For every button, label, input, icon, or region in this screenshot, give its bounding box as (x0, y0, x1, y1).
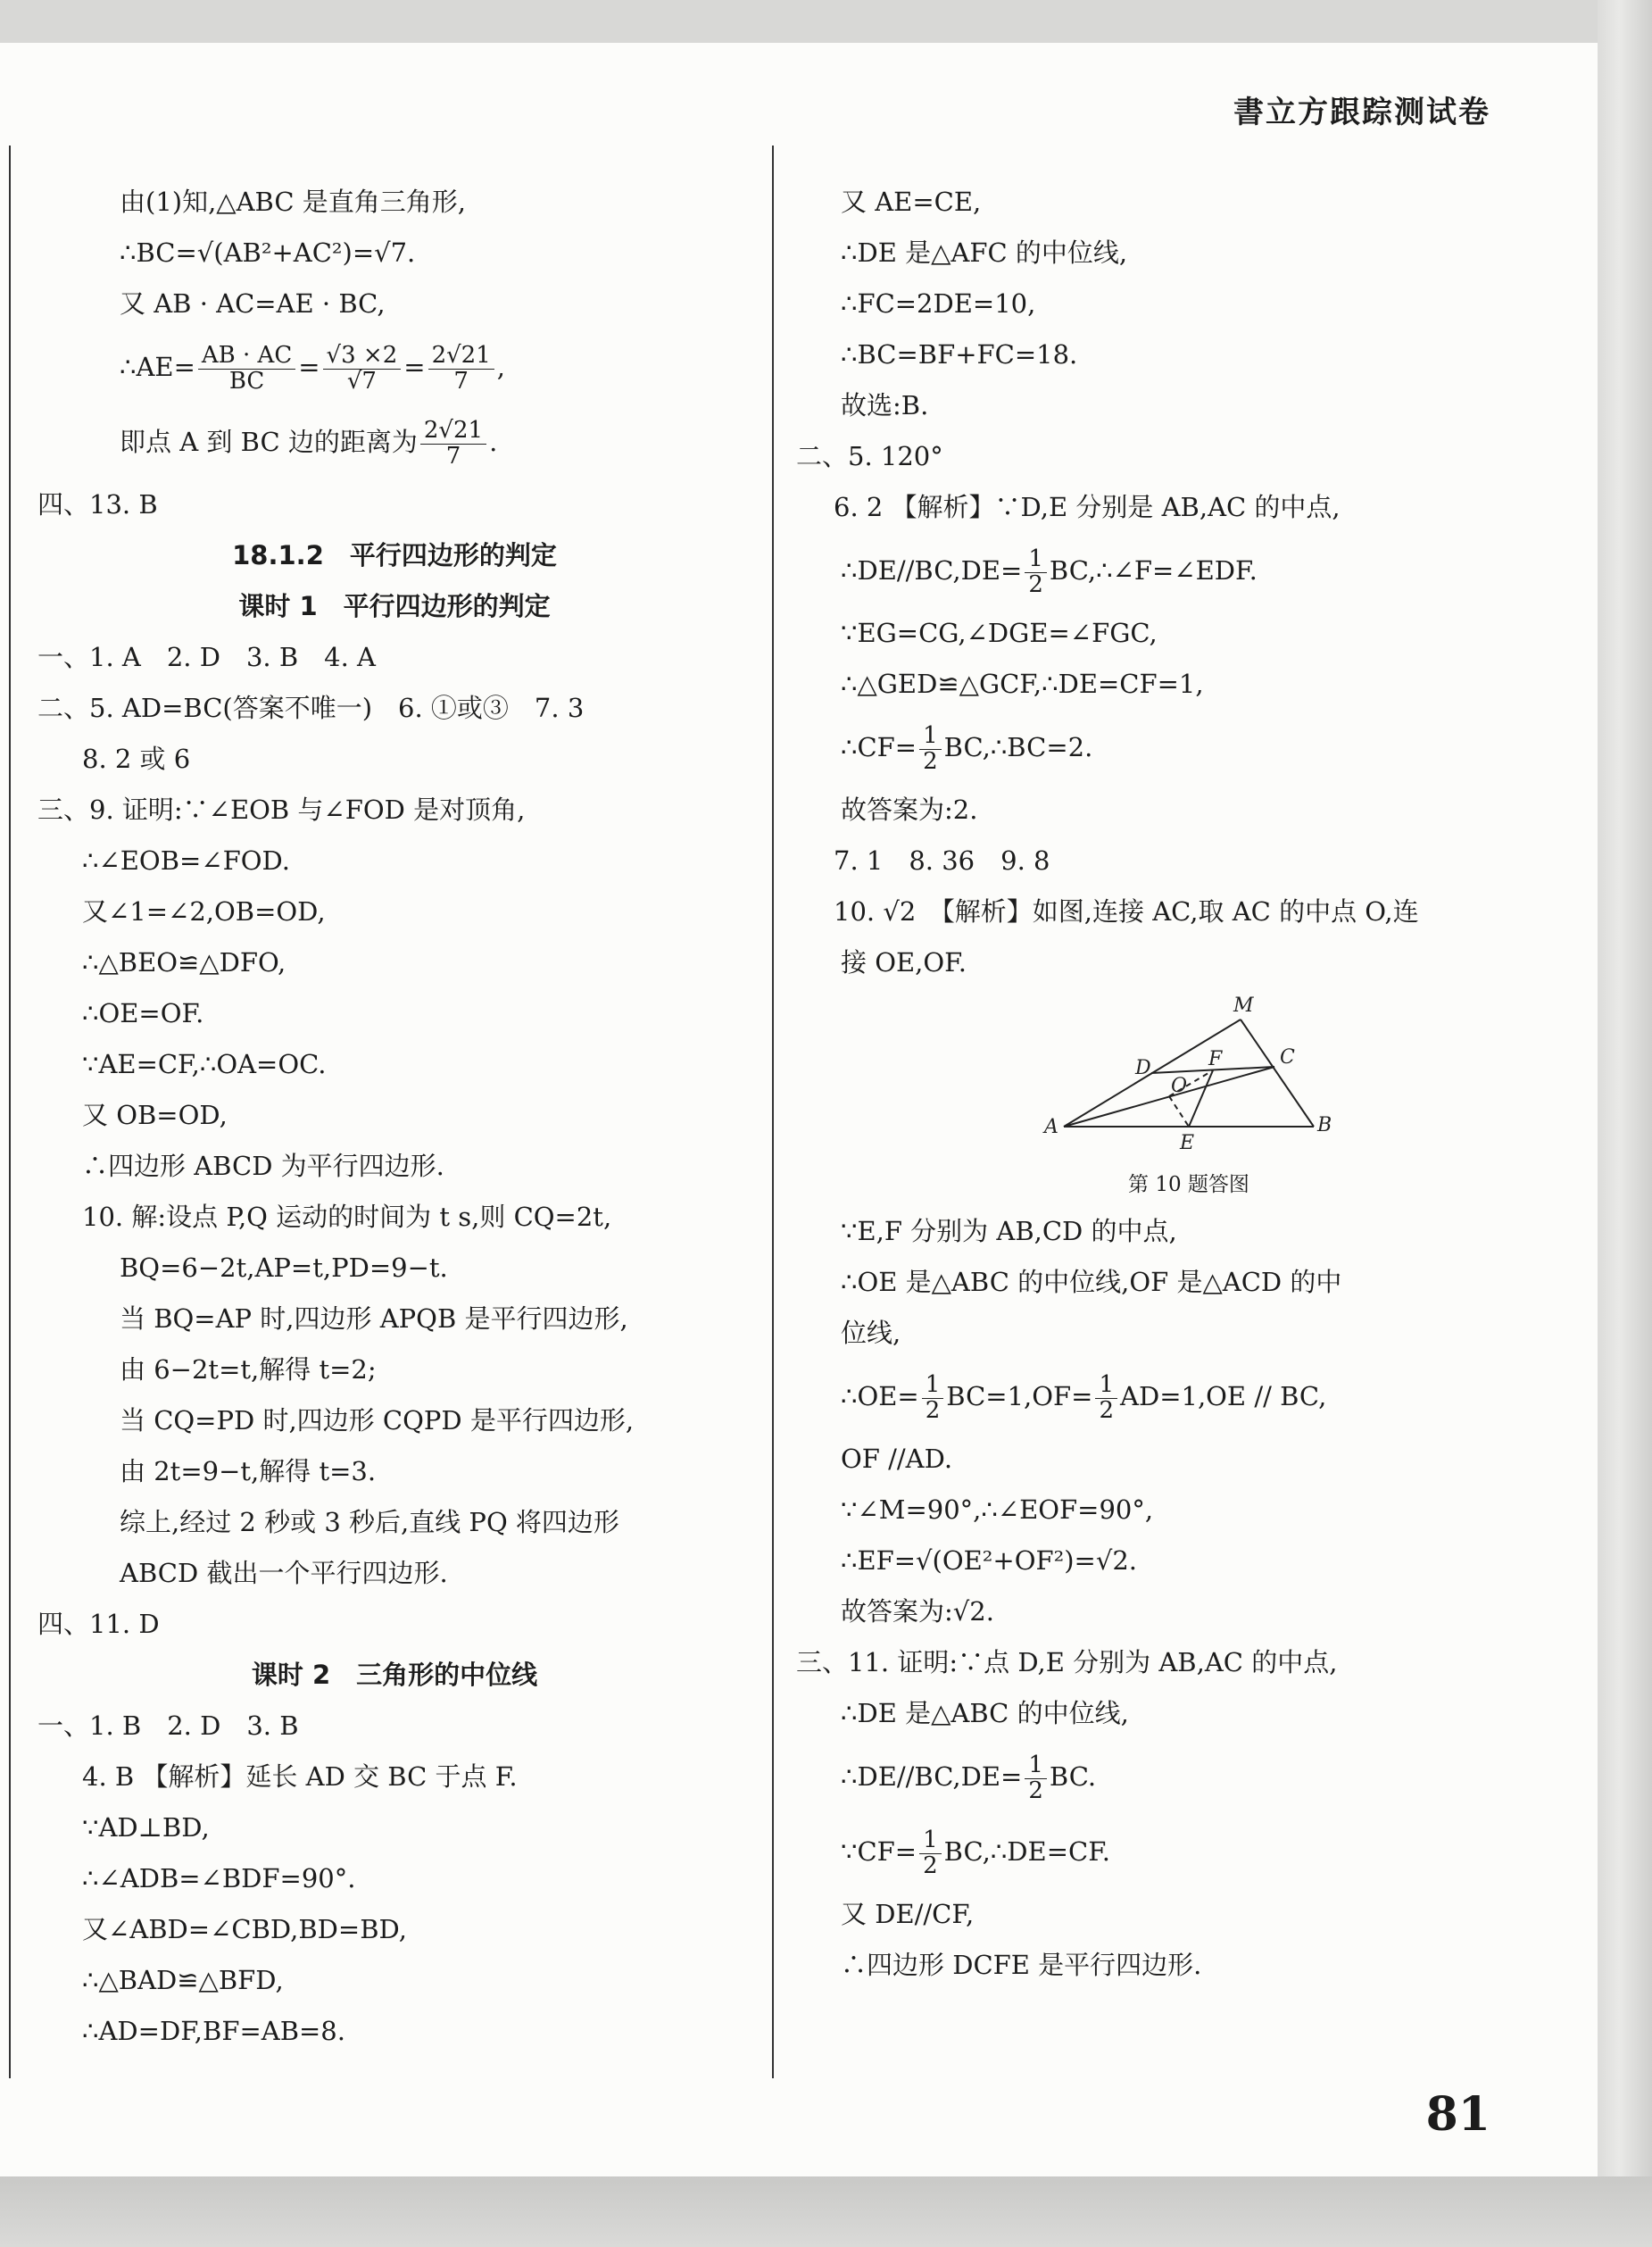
formula-line (796, 1814, 1581, 1889)
formula-text: . (489, 427, 498, 457)
text-line: 一、1. A 2. D 3. B 4. A (37, 642, 376, 672)
text-line: 又∠ABD=∠CBD,BD=BD, (82, 1914, 407, 1944)
formula-text: AD=1,OE // BC, (1120, 1381, 1327, 1411)
text-line: ABCD 截出一个平行四边形. (120, 1558, 448, 1588)
text-line: 7. 1 8. 36 9. 8 (834, 845, 1050, 876)
fraction (919, 724, 942, 774)
page-number: 81 (1425, 2087, 1490, 2142)
page-header-title: 書立方跟踪测试卷 (1233, 95, 1490, 130)
answer-page (0, 43, 1598, 2176)
text-line: ∵AD⊥BD, (82, 1812, 210, 1843)
formula-line (796, 533, 1581, 608)
numerator: 2√21 (420, 419, 486, 444)
formula-text: 即点 A 到 BC 边的距离为 (120, 427, 418, 457)
text-line: 四、13. B (37, 489, 158, 520)
text-line: ∴∠EOB=∠FOD. (82, 845, 290, 876)
label-A: A (1044, 1116, 1058, 1138)
formula-text: ∴AE= (120, 352, 195, 382)
text-line: 位线, (841, 1318, 901, 1348)
text-line: 又 OB=OD, (82, 1100, 228, 1130)
segment-OE (1169, 1096, 1189, 1127)
formula-text: BC=1,OF= (946, 1381, 1093, 1411)
text-line: 由 6−2t=t,解得 t=2; (120, 1354, 377, 1385)
formula-line (796, 1359, 1581, 1434)
formula-text: , (496, 352, 505, 382)
text-line: 故答案为:√2. (841, 1596, 994, 1627)
label-C: C (1280, 1046, 1295, 1069)
denominator: BC (228, 367, 265, 395)
text-line: ∴DE 是△ABC 的中位线, (841, 1698, 1129, 1728)
section-heading: 课时 2 三角形的中位线 (251, 1660, 538, 1690)
text-line: ∴DE 是△AFC 的中位线, (841, 237, 1128, 268)
text-line: 三、9. 证明:∵∠EOB 与∠FOD 是对顶角, (37, 795, 526, 825)
formula-text: = (298, 352, 320, 382)
fraction (420, 419, 486, 469)
text-line: 10. 解:设点 P,Q 运动的时间为 t s,则 CQ=2t, (82, 1202, 612, 1232)
numerator: 2√21 (428, 344, 494, 369)
numerator: 1 (922, 1373, 944, 1398)
denominator: 2 (923, 747, 938, 775)
denominator: √7 (346, 367, 377, 395)
formula-text: ∴CF= (841, 732, 917, 762)
text-line: 三、11. 证明:∵点 D,E 分别为 AB,AC 的中点, (796, 1647, 1338, 1677)
segment-EF (1189, 1070, 1213, 1127)
formula-line (37, 329, 751, 404)
figure (796, 988, 1581, 1197)
fraction (1095, 1373, 1117, 1423)
numerator: 1 (1025, 1753, 1047, 1778)
fraction (428, 344, 494, 394)
label-F: F (1208, 1048, 1223, 1070)
text-line: 接 OE,OF. (841, 947, 967, 978)
text-line: ∴∠ADB=∠BDF=90°. (82, 1863, 356, 1893)
column-divider (772, 146, 774, 2078)
left-margin-rule (9, 146, 11, 2078)
text-line: ∴OE=OF. (82, 998, 204, 1028)
text-line: ∴△BEO≌△DFO, (82, 947, 286, 978)
formula-line (796, 710, 1581, 785)
text-line: ∴FC=2DE=10, (841, 288, 1036, 319)
fraction (1025, 547, 1047, 597)
denominator: 2 (1099, 1396, 1114, 1424)
text-line: ∴四边形 ABCD 为平行四边形. (82, 1151, 444, 1181)
text-line: ∴△GED≌△GCF,∴DE=CF=1, (841, 669, 1204, 699)
text-line: ∵EG=CG,∠DGE=∠FGC, (841, 618, 1158, 648)
numerator: 1 (919, 724, 942, 749)
fraction (922, 1373, 944, 1423)
text-line: 4. B 【解析】延长 AD 交 BC 于点 F. (82, 1761, 518, 1792)
numerator: 1 (1025, 547, 1047, 572)
formula-text: BC,∴BC=2. (943, 732, 1093, 762)
figure-caption: 第 10 题答图 (1128, 1173, 1249, 1196)
numerator: √3 ×2 (323, 344, 402, 369)
label-M: M (1233, 995, 1254, 1017)
text-line: ∴EF=√(OE²+OF²)=√2. (841, 1545, 1137, 1576)
text-line: 四、11. D (37, 1609, 160, 1639)
denominator: 2 (923, 1852, 938, 1879)
text-line: 又∠1=∠2,OB=OD, (82, 896, 326, 927)
text-line: 8. 2 或 6 (82, 744, 191, 774)
fraction (198, 344, 295, 394)
text-line: 综上,经过 2 秒或 3 秒后,直线 PQ 将四边形 (120, 1507, 619, 1537)
text-line: 又 AE=CE, (841, 187, 982, 217)
left-column (37, 177, 751, 2057)
section-heading: 18.1.2 平行四边形的判定 (232, 540, 557, 570)
formula-text: ∴OE= (841, 1381, 919, 1411)
text-line: ∴OE 是△ABC 的中位线,OF 是△ACD 的中 (841, 1267, 1342, 1297)
numerator: AB · AC (198, 344, 295, 369)
label-E: E (1180, 1132, 1195, 1154)
section-heading: 课时 1 平行四边形的判定 (238, 591, 551, 621)
denominator: 2 (925, 1396, 941, 1424)
formula-text: ∴DE//BC,DE= (841, 555, 1023, 586)
text-line: 当 BQ=AP 时,四边形 APQB 是平行四边形, (120, 1303, 628, 1334)
text-line: 又 AB · AC=AE · BC, (120, 288, 386, 319)
formula-text: ∵CF= (841, 1836, 917, 1867)
label-B: B (1317, 1114, 1332, 1136)
formula-line (37, 404, 751, 479)
numerator: 1 (919, 1828, 942, 1853)
text-line: 由 2t=9−t,解得 t=3. (120, 1456, 377, 1486)
text-line: 一、1. B 2. D 3. B (37, 1710, 299, 1741)
scan-edge-right (1598, 0, 1652, 2247)
text-line: ∴△BAD≌△BFD, (82, 1965, 284, 1995)
text-line: ∴AD=DF,BF=AB=8. (82, 2016, 345, 2046)
text-line: BQ=6−2t,AP=t,PD=9−t. (120, 1252, 448, 1283)
text-line: ∴四边形 DCFE 是平行四边形. (841, 1950, 1202, 1980)
numerator: 1 (1095, 1373, 1117, 1398)
text-line: 当 CQ=PD 时,四边形 CQPD 是平行四边形, (120, 1405, 635, 1436)
formula-text: = (403, 352, 426, 382)
denominator: 2 (1028, 570, 1043, 598)
text-line: 由(1)知,△ABC 是直角三角形, (120, 187, 467, 217)
fraction (919, 1828, 942, 1878)
text-line: OF //AD. (841, 1444, 953, 1474)
denominator: 7 (445, 442, 461, 470)
formula-text: BC. (1049, 1761, 1097, 1792)
formula-text: BC,∴DE=CF. (943, 1836, 1111, 1867)
formula-text: ∴DE//BC,DE= (841, 1761, 1023, 1792)
text-line: 又 DE//CF, (841, 1899, 975, 1929)
label-D: D (1135, 1057, 1151, 1079)
text-line: ∵E,F 分别为 AB,CD 的中点, (841, 1216, 1177, 1246)
text-line: ∵AE=CF,∴OA=OC. (82, 1049, 327, 1079)
fraction (323, 344, 402, 394)
scan-edge-bottom (0, 2176, 1652, 2247)
formula-line (796, 1739, 1581, 1814)
denominator: 2 (1028, 1777, 1043, 1804)
formula-text: BC,∴∠F=∠EDF. (1049, 555, 1258, 586)
denominator: 7 (453, 367, 469, 395)
geometry-figure (1037, 988, 1341, 1158)
text-line: ∴BC=√(AB²+AC²)=√7. (120, 237, 416, 268)
text-line: ∵∠M=90°,∴∠EOF=90°, (841, 1494, 1154, 1525)
text-line: 故答案为:2. (841, 795, 978, 825)
text-line: 6. 2 【解析】∵D,E 分别是 AB,AC 的中点, (834, 492, 1341, 522)
fraction (1025, 1753, 1047, 1803)
text-line: 10. √2 【解析】如图,连接 AC,取 AC 的中点 O,连 (834, 896, 1419, 927)
text-line: ∴BC=BF+FC=18. (841, 339, 1078, 370)
right-column (796, 177, 1581, 1991)
scan-edge-top (0, 0, 1652, 43)
text-line: 二、5. AD=BC(答案不唯一) 6. ①或③ 7. 3 (37, 693, 585, 723)
text-line: 二、5. 120° (796, 441, 943, 471)
label-O: O (1171, 1075, 1188, 1097)
text-line: 故选:B. (841, 390, 929, 420)
